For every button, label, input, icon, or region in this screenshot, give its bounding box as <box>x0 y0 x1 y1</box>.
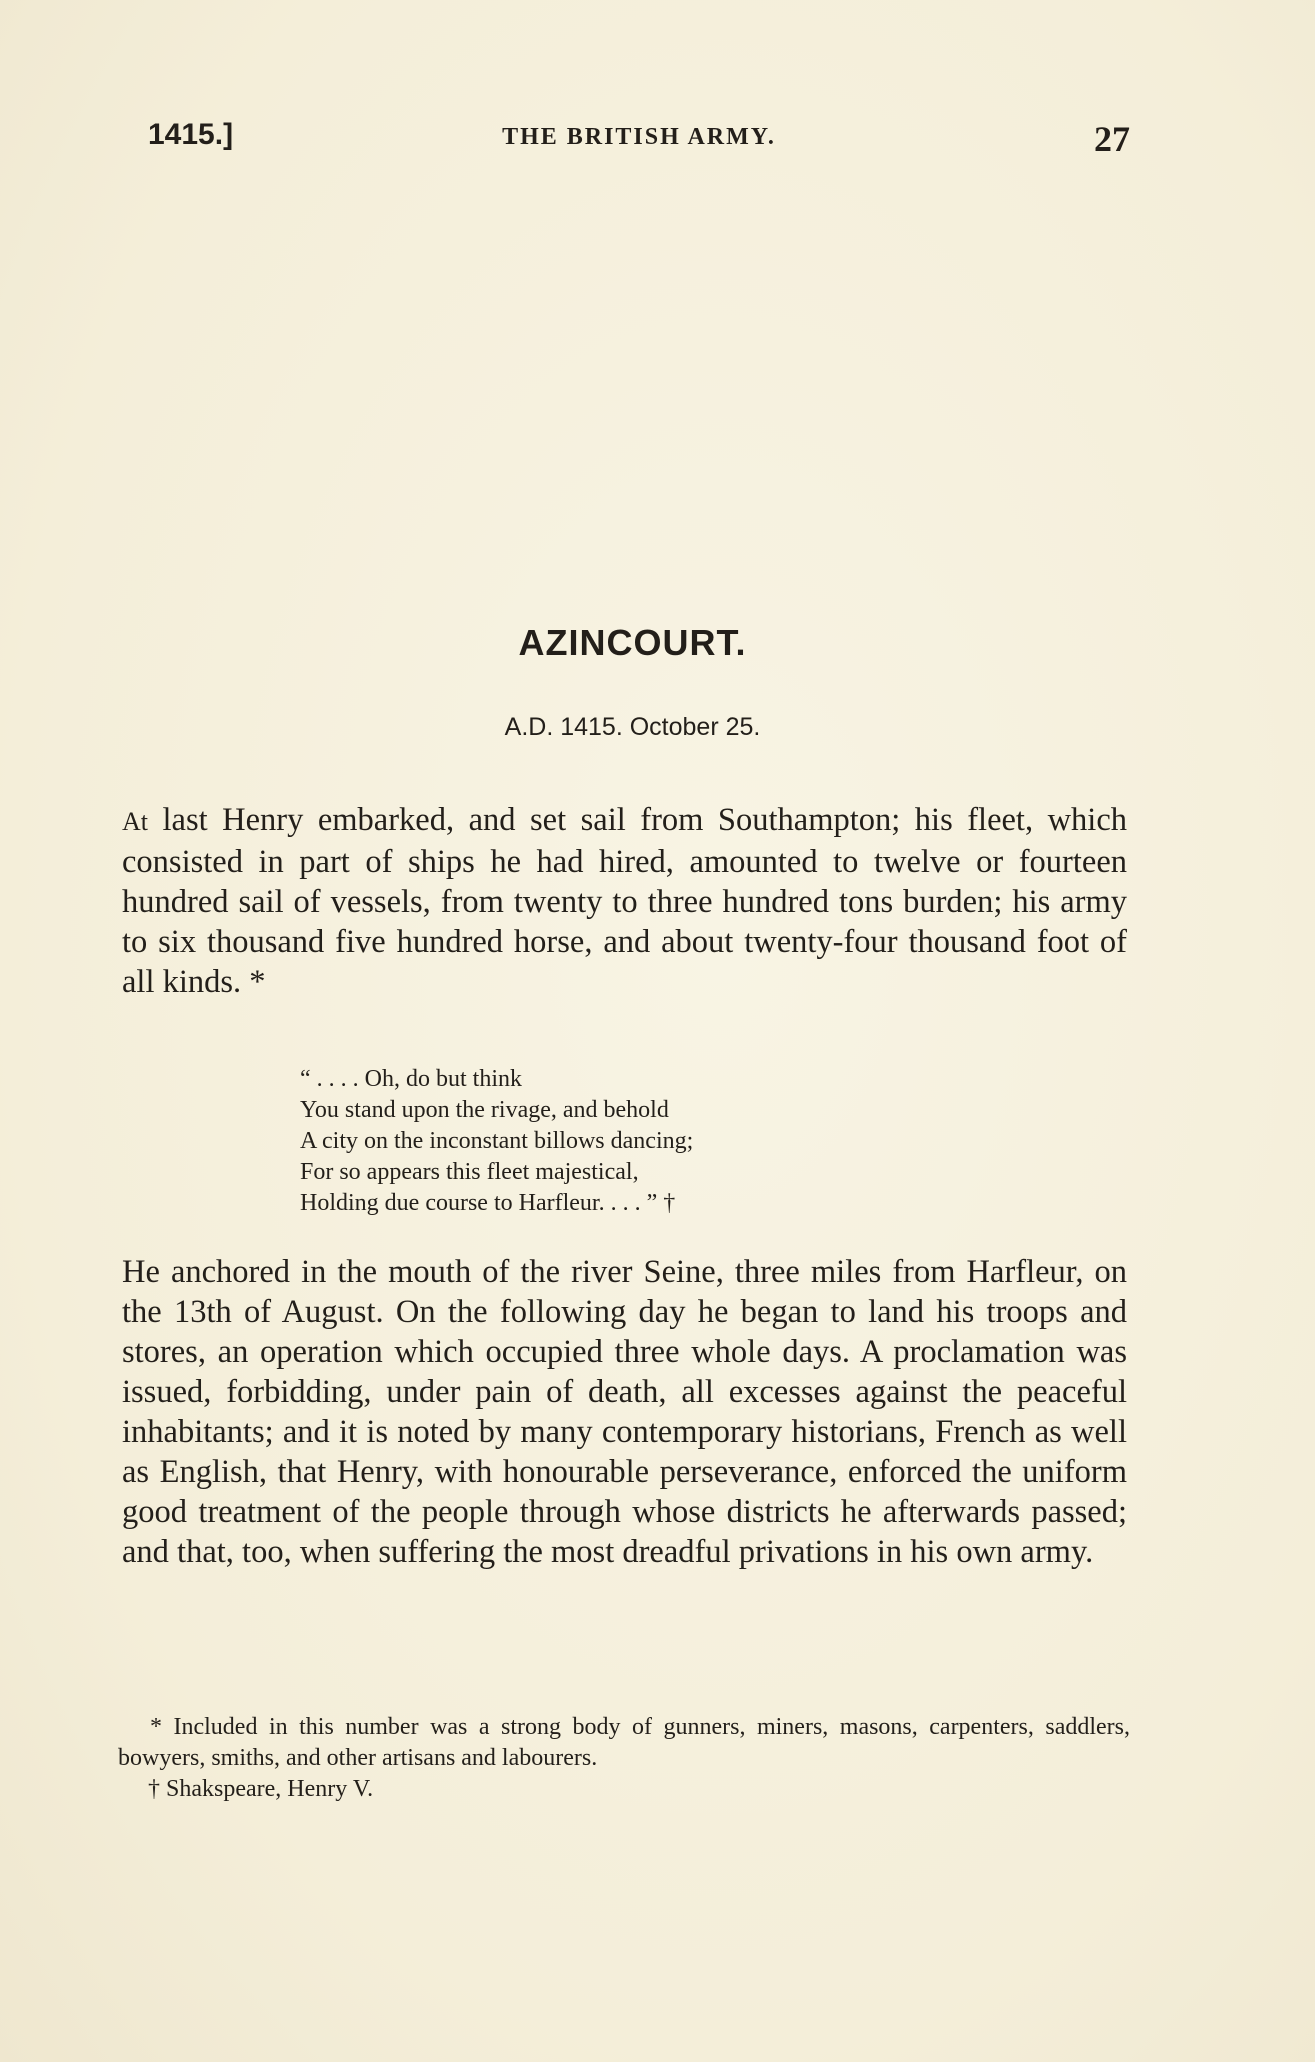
running-head-title: THE BRITISH ARMY. <box>502 124 776 150</box>
running-head-year: 1415.] <box>148 118 234 151</box>
opening-paragraph <box>122 800 1127 1002</box>
page-number: 27 <box>1094 119 1130 159</box>
chapter-date: A.D. 1415. October 25. <box>504 713 761 741</box>
footnotes <box>118 1712 1130 1805</box>
verse-line: “ . . . . Oh, do but think <box>300 1066 522 1092</box>
verse-line: You stand upon the rivage, and behold <box>300 1097 669 1123</box>
verse-line: Holding due course to Harfleur. . . . ” † <box>300 1190 676 1216</box>
chapter-title: AZINCOURT. <box>518 622 747 663</box>
running-head <box>148 118 1130 168</box>
verse-line: A city on the inconstant billows dancing; <box>300 1128 694 1154</box>
verse-quotation <box>300 1064 1000 1219</box>
verse-line: For so appears this fleet majestical, <box>300 1159 639 1185</box>
small-caps-opening: At <box>122 807 148 836</box>
footnote-asterisk: * Included in this number was a strong body of gunners, miners, masons, carpenters, saddlers, bowyers, smiths, and other artisans and labourers. <box>118 1714 1130 1771</box>
footnote-dagger: † Shakspeare, Henry V. <box>148 1776 374 1802</box>
opening-paragraph-text: last Henry embarked, and set sail from Southampton; his fleet, which consisted in part of ships he had hired, amounted to twelve or fourteen hundred sail of vessels, from twenty to three hundred tons burden; his army to six thousand five hundred horse, and about twenty-four thousand foot of all kinds. * <box>122 802 1127 1000</box>
body-paragraph: He anchored in the mouth of the river Seine, three miles from Harfleur, on the 13th of August. On the following day he began to land his troops and stores, an operation which occupied three whole days. A proclamation was issued, forbidding, under pain of death, all excesses against the peaceful inhabitants; and it is noted by many contemporary historians, French as well as English, that Henry, with honourable perseverance, enforced the uniform good treatment of the people through whose districts he afterwards passed; and that, too, when suffering the most dreadful privations in his own army. <box>122 1254 1127 1570</box>
